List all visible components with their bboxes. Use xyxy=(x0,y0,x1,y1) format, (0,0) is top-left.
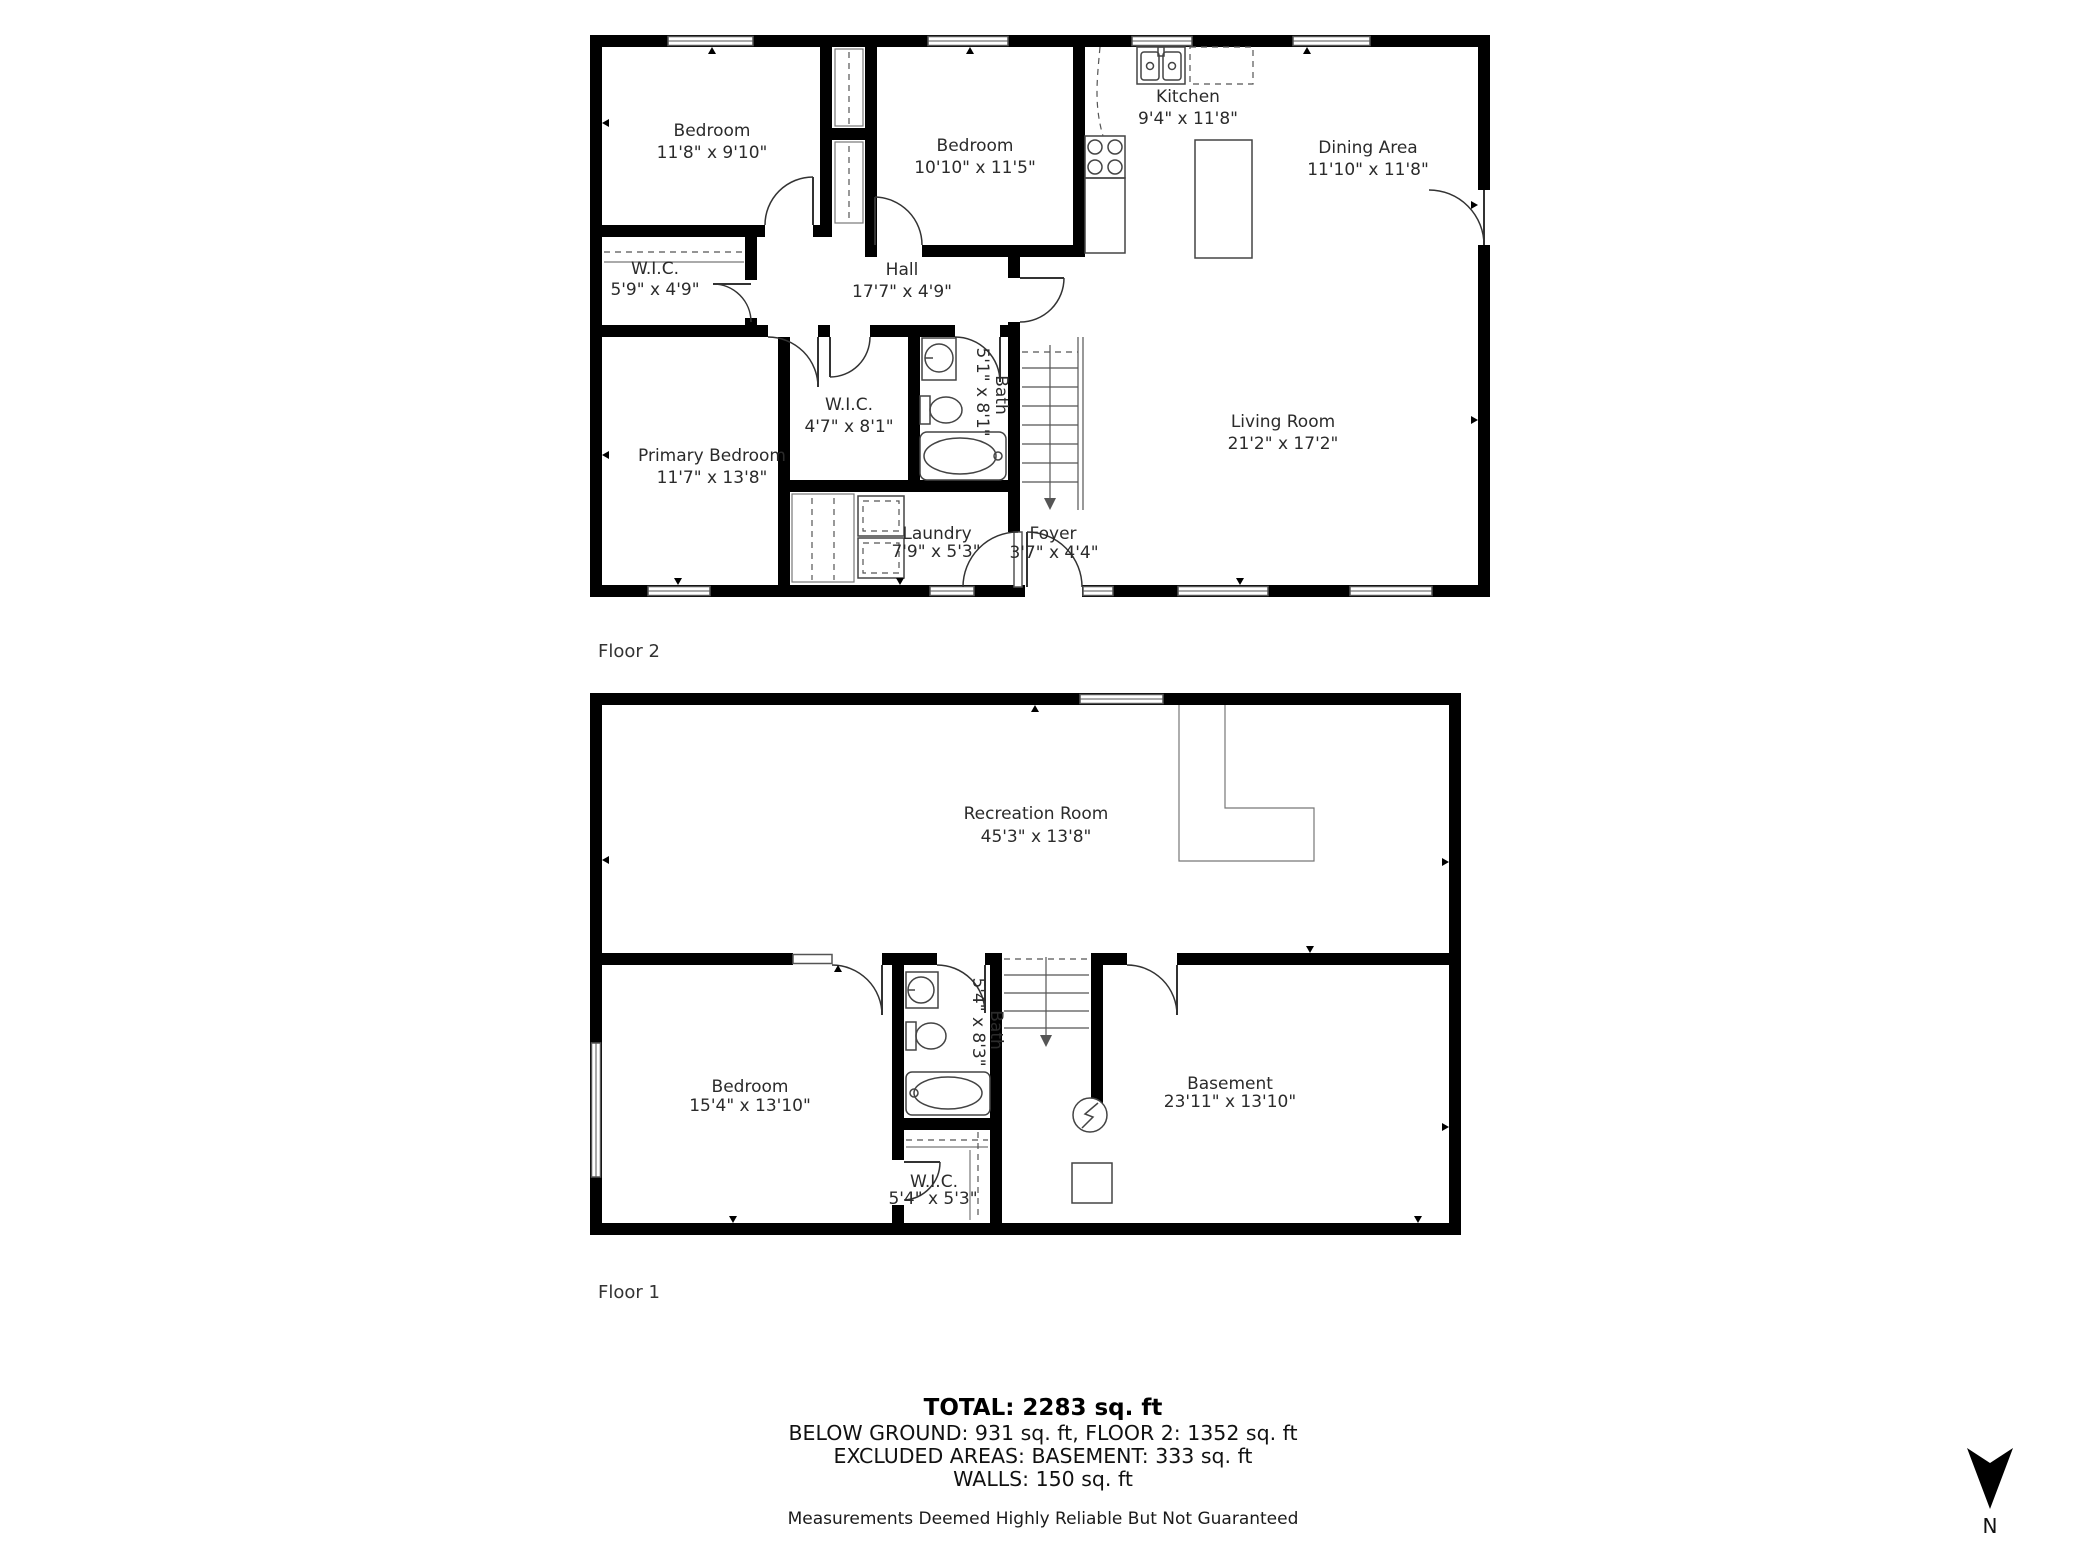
floor2-kitchen-fixtures xyxy=(1085,47,1253,258)
floor2-windows xyxy=(648,37,1490,598)
toilet-tank xyxy=(920,396,930,424)
electrical-panel-icon xyxy=(1073,1098,1107,1132)
north-arrow-icon xyxy=(1967,1448,2013,1509)
room-dims-bedroom2: 10'10" x 11'5" xyxy=(914,158,1036,178)
toilet-bowl xyxy=(916,1023,946,1049)
summary-disclaimer: Measurements Deemed Highly Reliable But Not Guaranteed xyxy=(787,1509,1299,1529)
floor2-plan xyxy=(590,35,1490,597)
summary-walls: WALLS: 150 sq. ft xyxy=(953,1467,1133,1491)
summary-below-ground: BELOW GROUND: 931 sq. ft, FLOOR 2: 1352 sq. ft xyxy=(788,1421,1298,1445)
tub-faucet xyxy=(994,452,1002,460)
kitchen-counter xyxy=(1085,178,1125,253)
room-label-basement: Basement xyxy=(1187,1074,1273,1094)
room-dims-laundry: 7'9" x 5'3" xyxy=(891,542,981,562)
floor2-laundry-fixtures xyxy=(792,494,904,582)
water-heater xyxy=(1072,1163,1112,1203)
room-dims-dining: 11'10" x 11'8" xyxy=(1307,160,1429,180)
stairs-down-arrow xyxy=(1040,1035,1052,1047)
room-dims-wic1f: 5'4" x 5'3" xyxy=(888,1189,978,1209)
floor2-doors xyxy=(713,177,1484,587)
door-bedroom xyxy=(832,965,882,1015)
room-label-living: Living Room xyxy=(1230,412,1336,432)
room-label-wic1: W.I.C. xyxy=(631,259,679,279)
room-dims-bedroom1f: 15'4" x 13'10" xyxy=(689,1096,811,1116)
north-compass xyxy=(1967,1448,2013,1538)
room-dims-bath2: 5'1" x 8'1" xyxy=(972,347,992,437)
floor2-walls xyxy=(590,35,1490,597)
kitchen-sink-unit xyxy=(1137,47,1185,84)
room-dims-recreation: 45'3" x 13'8" xyxy=(980,827,1092,847)
room-dims-wic1: 5'9" x 4'9" xyxy=(610,280,700,300)
room-dims-foyer: 3'7" x 4'4" xyxy=(1009,543,1099,563)
door-primary-bedroom xyxy=(768,337,818,387)
room-dims-kitchen: 9'4" x 11'8" xyxy=(1138,109,1238,129)
washer xyxy=(858,496,904,536)
room-label-bedroom2: Bedroom xyxy=(936,136,1014,156)
room-label-foyer: Foyer xyxy=(1029,524,1077,544)
room-label-hall: Hall xyxy=(885,260,919,280)
room-label-wic2: W.I.C. xyxy=(825,395,873,415)
kitchen-counter-dashed xyxy=(1190,47,1253,84)
door-basement xyxy=(1127,965,1177,1015)
kitchen-boundary-dashed xyxy=(1097,47,1103,136)
door-bedroom1 xyxy=(765,177,813,225)
room-label-laundry: Laundry xyxy=(902,524,972,544)
room-label-wic1f: W.I.C. xyxy=(910,1172,958,1192)
room-dims-living: 21'2" x 17'2" xyxy=(1227,434,1339,454)
toilet-tank xyxy=(906,1022,916,1050)
door-bedroom2 xyxy=(875,197,922,245)
room-dims-bath1f: 5'4" x 8'3" xyxy=(968,977,988,1067)
floor1-walls xyxy=(590,693,1461,1235)
room-dims-bedroom1: 11'8" x 9'10" xyxy=(656,143,768,163)
floor1-doors xyxy=(832,965,1177,1200)
room-label-primary: Primary Bedroom xyxy=(638,446,786,466)
door-hall-living xyxy=(1020,278,1064,322)
room-label-bath2: Bath xyxy=(991,375,1011,415)
room-label-bath1f: Bath xyxy=(986,1010,1006,1050)
floor1-utilities xyxy=(1072,1098,1112,1203)
door-wic1 xyxy=(713,284,751,322)
room-dims-primary: 11'7" x 13'8" xyxy=(656,468,768,488)
stairs-down-arrow xyxy=(1044,498,1056,510)
bathtub xyxy=(920,432,1006,480)
room-label-dining: Dining Area xyxy=(1318,138,1418,158)
kitchen-stove xyxy=(1085,136,1125,178)
summary-excluded: EXCLUDED AREAS: BASEMENT: 333 sq. ft xyxy=(833,1444,1253,1468)
floor2-caption: Floor 2 xyxy=(598,641,660,662)
room-label-kitchen: Kitchen xyxy=(1156,87,1220,107)
door-dining-exterior xyxy=(1429,190,1484,245)
floor2-stairs xyxy=(1022,337,1083,510)
door-wic2 xyxy=(830,337,870,377)
room-label-bedroom1: Bedroom xyxy=(673,121,751,141)
toilet-bowl xyxy=(930,397,962,423)
room-label-bedroom1f: Bedroom xyxy=(711,1077,789,1097)
room-dims-wic2: 4'7" x 8'1" xyxy=(804,417,894,437)
north-label: N xyxy=(1982,1514,1998,1538)
divider-lite xyxy=(793,955,832,964)
room-dims-hall: 17'7" x 4'9" xyxy=(852,282,952,302)
summary-total: TOTAL: 2283 sq. ft xyxy=(923,1395,1163,1421)
floor1-caption: Floor 1 xyxy=(598,1282,660,1303)
floor1-plan xyxy=(590,693,1461,1235)
floor1-recreation-stairwell-outline xyxy=(1179,705,1314,861)
floor1-stairs xyxy=(1004,957,1089,1047)
summary-block xyxy=(788,1395,1299,1529)
room-dims-basement: 23'11" x 13'10" xyxy=(1163,1092,1297,1112)
kitchen-island xyxy=(1195,140,1252,258)
room-label-recreation: Recreation Room xyxy=(963,804,1109,824)
